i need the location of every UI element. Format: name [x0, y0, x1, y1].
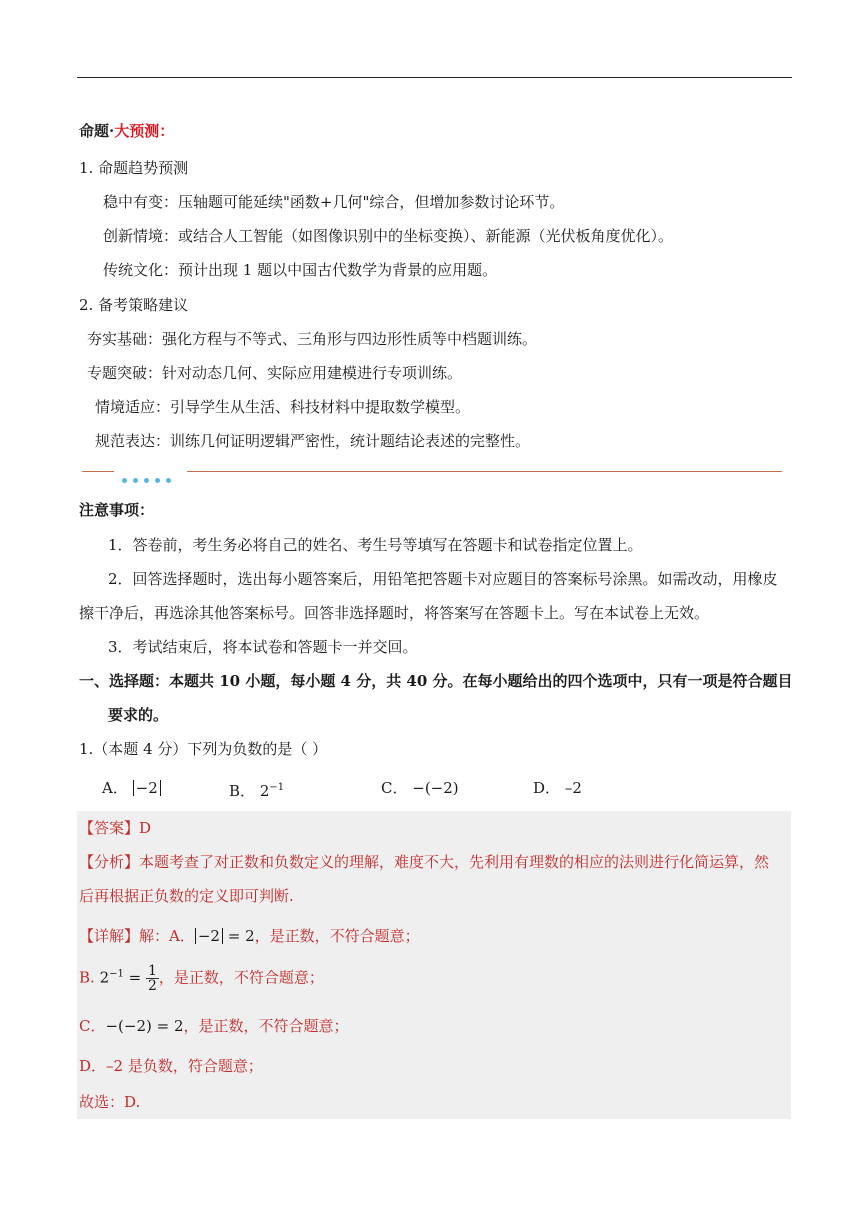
analysis-line-continued: 后再根据正负数的定义即可判断.	[79, 887, 294, 905]
notice-item: 3．考试结束后，将本试卷和答题卡一并交回。	[108, 638, 418, 656]
option-c: C． −(−2)	[381, 779, 459, 797]
trend-heading: 1. 命题趋势预测	[79, 159, 189, 177]
detail-b: B. $2^{-1}$ = $\frac{1}{2}$ ，是正数，不符合题意；	[79, 963, 324, 994]
notice-heading: 注意事项：	[79, 501, 155, 519]
option-a: A． −2	[102, 778, 161, 798]
part-one-heading: 一、选择题：本题共 10 小题，每小题 4 分，共 40 分。在每小题给出的四个选项中，只有一项是符合题目	[79, 672, 793, 690]
detail-a: 【详解】解：A． −2 = 2，是正数，不符合题意；	[79, 927, 420, 945]
strategy-heading: 2. 备考策略建议	[79, 296, 189, 314]
answer-line: 【答案】D	[79, 819, 152, 837]
strategy-item: 夯实基础：强化方程与不等式、三角形与四边形性质等中档题训练。	[87, 330, 538, 348]
part-one-heading-continued: 要求的。	[108, 706, 169, 724]
detail-d: D．–2 是负数，符合题意；	[79, 1057, 263, 1075]
detail-c: C．−(−2) = 2，是正数，不符合题意；	[79, 1017, 349, 1035]
section-title: 命题·大预测：	[79, 122, 175, 140]
option-b: B． $2^{-1}$	[229, 782, 285, 800]
strategy-item: 情境适应：引导学生从生活、科技材料中提取数学模型。	[95, 398, 471, 416]
trend-item: 稳中有变：压轴题可能延续"函数+几何"综合，但增加参数讨论环节。	[103, 193, 565, 211]
strategy-item: 规范表达：训练几何证明逻辑严密性，统计题结论表述的完整性。	[95, 432, 531, 450]
header-rule	[77, 77, 792, 78]
notice-item-continued: 擦干净后，再选涂其他答案标号。回答非选择题时，将答案写在答题卡上。写在本试卷上无效。	[79, 604, 710, 622]
decorative-divider	[82, 470, 782, 473]
conclusion: 故选：D.	[79, 1093, 141, 1111]
question-stem: 1.（本题 4 分）下列为负数的是（ ）	[79, 740, 328, 758]
analysis-line: 【分析】本题考查了对正数和负数定义的理解，难度不大，先利用有理数的相应的法则进行化简运算，然	[79, 853, 770, 871]
option-d: D． –2	[533, 779, 582, 797]
notice-item: 1．答卷前，考生务必将自己的姓名、考生号等填写在答题卡和试卷指定位置上。	[108, 536, 643, 554]
trend-item: 传统文化：预计出现 1 题以中国古代数学为背景的应用题。	[103, 261, 498, 279]
strategy-item: 专题突破：针对动态几何、实际应用建模进行专项训练。	[87, 364, 463, 382]
trend-item: 创新情境：或结合人工智能（如图像识别中的坐标变换）、新能源（光伏板角度优化）。	[103, 227, 674, 245]
notice-item: 2．回答选择题时，选出每小题答案后，用铅笔把答题卡对应题目的答案标号涂黑。如需改动，用橡皮	[108, 570, 778, 588]
